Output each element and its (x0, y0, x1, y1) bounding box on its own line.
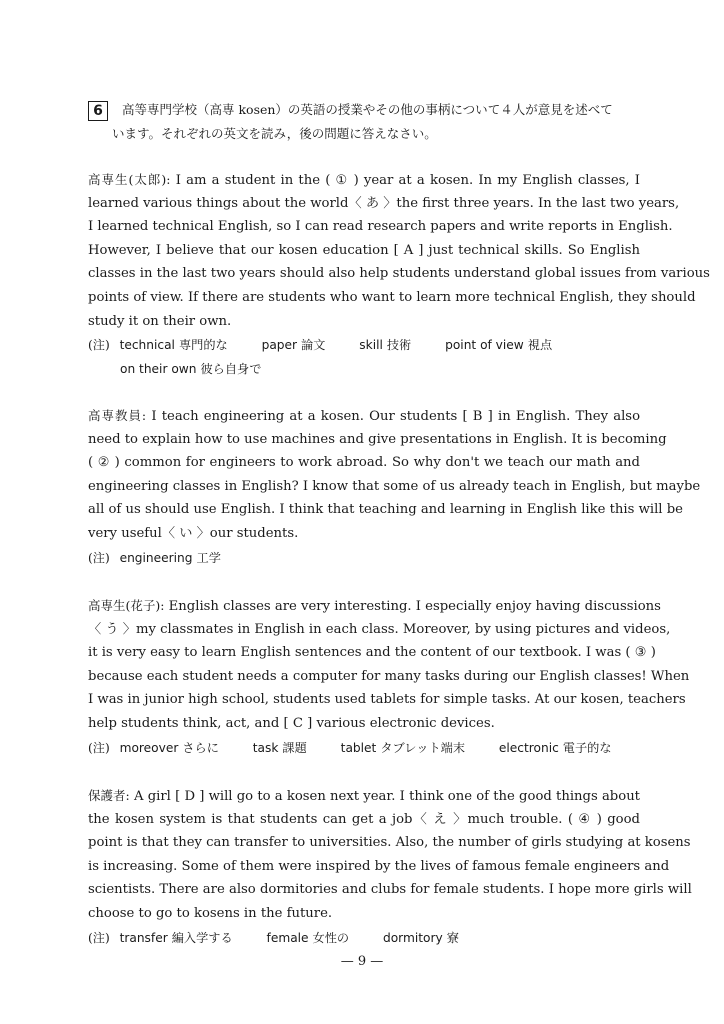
passage-line: scientists. There are also dormitories and clubs for female students. I hope more girls will (88, 882, 692, 898)
page-number: — 9 — (340, 954, 384, 969)
speaker-label: 高専教員: (88, 408, 147, 423)
passage-line: it is very easy to learn English sentences and the content of our textbook. I was ( ③ ) (88, 645, 656, 661)
passage-line: engineering classes in English? I know that some of us already teach in English, but maybe (88, 478, 701, 494)
passage-line: 高専生(花子): English classes are very interesting. I especially enjoy having discussions (88, 598, 661, 614)
passage-teacher (88, 404, 701, 570)
passage-line: very useful〈 い 〉our students. (88, 525, 299, 541)
passage-line: I was in junior high school, students used tablets for simple tasks. At our kosen, teachers (88, 692, 686, 708)
instruction-line-2: います。それぞれの英文を読み，後の問題に答えなさい。 (112, 126, 437, 141)
passage-line: points of view. If there are students who want to learn more technical English, they should (88, 289, 696, 305)
vocab-notes-line2: on their own 彼ら自身で (120, 362, 262, 377)
passage-line: 高専教員: I teach engineering at a kosen. Our students [ B ] in English. They also (88, 408, 641, 424)
question-number-box: 6 (88, 101, 108, 121)
passage-line: classes in the last two years should also help students understand global issues from various (88, 266, 710, 282)
question-instruction (88, 98, 648, 146)
passage-line: is increasing. Some of them were inspired by the lives of famous female engineers and (88, 858, 670, 874)
passage-line: all of us should use English. I think that teaching and learning in English like this will be (88, 502, 683, 518)
speaker-label: 高専生(花子): (88, 598, 165, 613)
passage-line: because each student needs a computer for many tasks during our English classes! When (88, 668, 690, 684)
passage-line: need to explain how to use machines and give presentations in English. It is becoming (88, 431, 667, 447)
passage-line: point is that they can transfer to universities. Also, the number of girls studying at kosens (88, 835, 691, 851)
vocab-notes: (注) moreover さらに task 課題 tablet タブレット端末 electronic 電子的な (88, 740, 612, 755)
speaker-label: 高専生(太郎): (88, 172, 171, 187)
speaker-label: 保護者: (88, 788, 130, 803)
passage-line: ( ② ) common for engineers to work abroad. So why don't we teach our math and (88, 455, 640, 471)
passage-line: 〈 う 〉my classmates in English in each class. Moreover, by using pictures and videos, (88, 621, 671, 637)
passage-line: However, I believe that our kosen education [ A ] just technical skills. So English (88, 242, 640, 258)
passage-line: help students think, act, and [ C ] various electronic devices. (88, 715, 495, 731)
passage-taro (88, 168, 710, 381)
instruction-line-1: 高等専門学校（高専 kosen）の英語の授業やその他の事柄について４人が意見を述べて (122, 102, 613, 117)
passage-line: 保護者: A girl [ D ] will go to a kosen next year. I think one of the good things about (88, 788, 640, 804)
passage-line: 高専生(太郎): I am a student in the ( ① ) year at a kosen. In my English classes, I (88, 172, 641, 188)
passage-line: the kosen system is that students can get a job〈 え 〉much trouble. ( ④ ) good (88, 811, 640, 827)
passage-line: choose to go to kosens in the future. (88, 905, 333, 921)
passage-line: study it on their own. (88, 313, 232, 329)
passage-hanako (88, 594, 690, 760)
vocab-notes: (注) transfer 編入学する female 女性の dormitory 寮 (88, 930, 459, 945)
passage-line: I learned technical English, so I can read research papers and write reports in English. (88, 219, 673, 235)
vocab-notes: (注) engineering 工学 (88, 550, 221, 565)
vocab-notes: (注) technical 専門的な paper 論文 skill 技術 point of view 視点 (88, 338, 553, 353)
passage-line: learned various things about the world〈 あ 〉the first three years. In the last two years, (88, 195, 680, 211)
passage-parent (88, 784, 692, 950)
